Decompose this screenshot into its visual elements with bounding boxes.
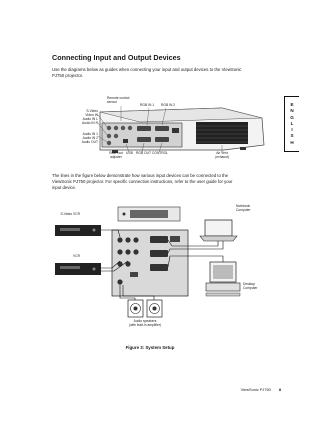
section-title: Connecting Input and Output Devices [52, 53, 181, 62]
label-rgb-in-1: RGB IN 1 [140, 103, 155, 107]
connector-panel-icon [112, 230, 188, 296]
label-speakers: Audio speakers (with built-in amplifier) [128, 319, 162, 327]
tab-letter: E [290, 102, 294, 108]
tab-letter: S [290, 133, 294, 139]
tab-letter: L [290, 120, 294, 126]
intro-line: PJ750 projector. [52, 73, 84, 79]
label-notebook: Notebook Computer [236, 204, 251, 212]
projector-icon [118, 207, 180, 221]
paragraph-line: ViewSonic PJ750 projector. For specific connection instructions, refer to the user guide for your [52, 179, 233, 185]
figure-caption: Figure 3: System Setup [125, 345, 175, 350]
label-vcr: VCR [73, 254, 80, 258]
page-number: 8 [278, 387, 281, 392]
tab-letter: I [291, 127, 293, 133]
label-rgb-out: RGB OUT [136, 151, 152, 155]
paragraph-line: The lines in the figure below demonstrate how various input devices can be connected to the [52, 173, 229, 178]
label-usb: USB [126, 151, 133, 155]
paragraph-line: input device. [52, 185, 77, 191]
svideo-vcr-icon [55, 225, 101, 236]
label-remote-sensor: Remote control sensor [107, 96, 130, 104]
label-air-vent: Air Vent (exhaust) [215, 151, 229, 159]
label-rear-foot: Rear foot adjuster [109, 151, 123, 159]
label-audio-group: Audio IN 1 Audio IN 2 Audio OUT [81, 132, 98, 144]
footer-brand: ViewSonic PJ750 [240, 387, 271, 392]
audio-speakers-icon [128, 300, 162, 317]
tab-letter: N [290, 108, 294, 114]
vcr-icon [55, 263, 101, 275]
intro-line: Use the diagrams below as guides when connecting your input and output devices to the ViewSonic [52, 67, 242, 72]
label-desktop: Desktop Computer [243, 282, 258, 290]
tab-letter: H [290, 139, 294, 145]
label-svideo-vcr: S-Video VCR [60, 212, 80, 216]
tab-letter: G [290, 114, 294, 120]
page-footer [170, 387, 281, 392]
notebook-computer-icon [200, 220, 237, 241]
label-video-group: S-Video Video IN Audio IN L Audio IN R [82, 109, 98, 125]
label-rgb-in-2: RGB IN 2 [161, 103, 176, 107]
label-control: CONTROL [152, 151, 169, 155]
desktop-computer-icon [206, 262, 240, 296]
